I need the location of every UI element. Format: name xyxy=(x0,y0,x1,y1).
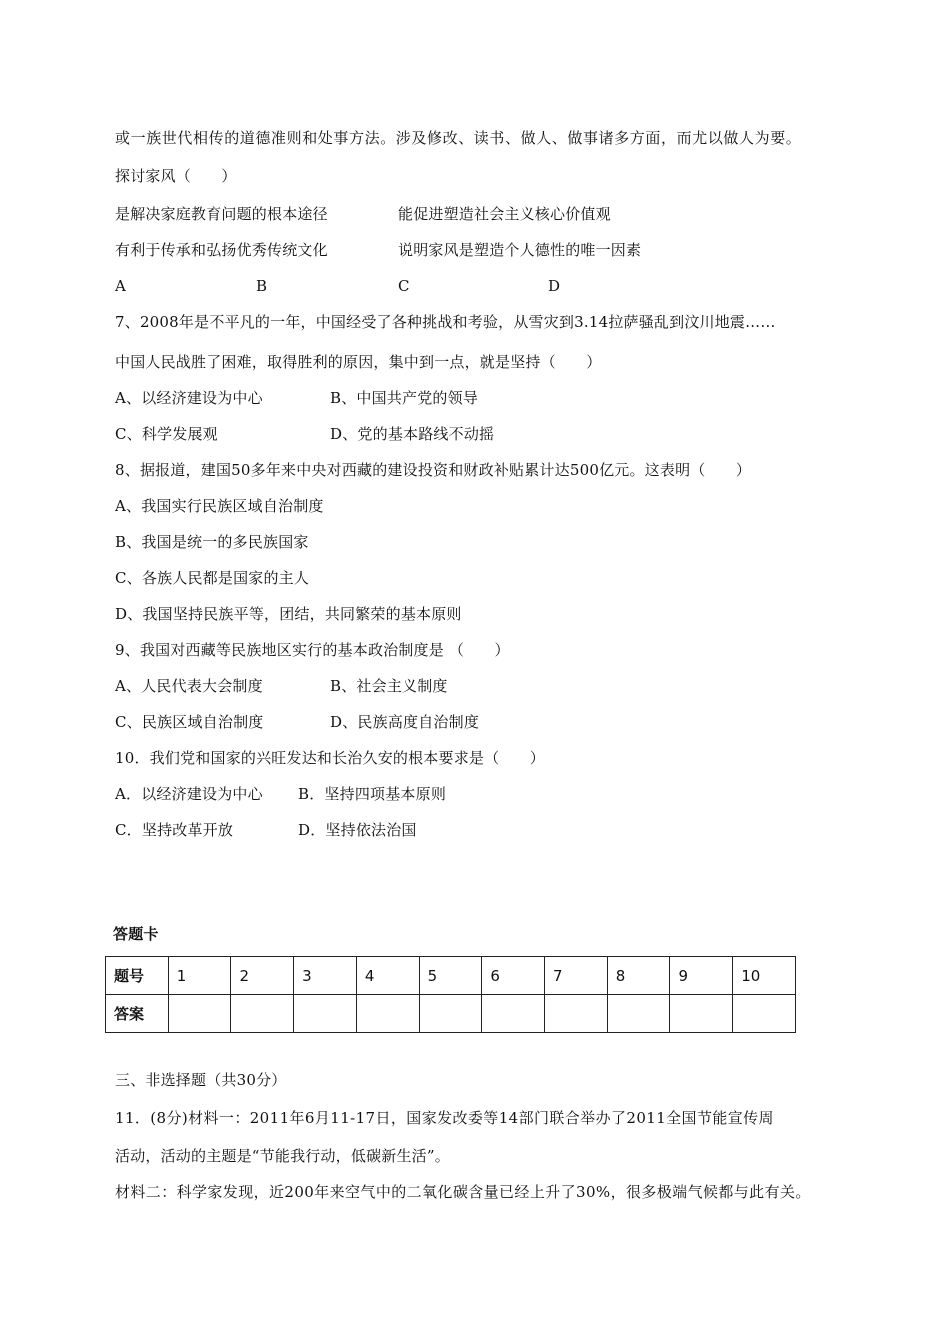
question-9-stem: 9、我国对西藏等民族地区实行的基本政治制度是 （ ） xyxy=(115,641,510,659)
q8-option-b: B、我国是统一的多民族国家 xyxy=(115,533,309,551)
question-10-stem: 10．我们党和国家的兴旺发达和长治久安的根本要求是（ ） xyxy=(115,749,545,767)
q7-option-c: C、科学发展观 xyxy=(115,425,218,443)
answer-table-header-row xyxy=(106,957,796,995)
question-number-cell: 10 xyxy=(733,957,796,995)
answer-table-answer-row xyxy=(106,995,796,1033)
option-b: B xyxy=(256,277,268,295)
question-8-stem: 8、据报道，建国50多年来中央对西藏的建设投资和财政补贴累计达500亿元。这表明（ ） xyxy=(115,461,752,479)
q8-option-d: D、我国坚持民族平等，团结，共同繁荣的基本原则 xyxy=(115,605,462,623)
answer-cell[interactable] xyxy=(231,995,294,1033)
section-3-heading: 三、非选择题（共30分） xyxy=(115,1071,287,1089)
question-number-cell: 9 xyxy=(670,957,733,995)
answer-card-title: 答题卡 xyxy=(113,925,159,943)
answer-cell[interactable] xyxy=(670,995,733,1033)
option-d: D xyxy=(548,277,561,295)
q7-option-a: A、以经济建设为中心 xyxy=(115,389,263,407)
answer-cell[interactable] xyxy=(482,995,545,1033)
question-number-cell: 5 xyxy=(419,957,482,995)
statement-3: 有利于传承和弘扬优秀传统文化 xyxy=(115,241,328,259)
text-line: 或一族世代相传的道德准则和处事方法。涉及修改、读书、做人、做事诸多方面，而尤以做人为要。 xyxy=(115,129,802,147)
statement-row xyxy=(115,204,611,224)
question-11-material-1: 11．(8分)材料一：2011年6月11-17日，国家发改委等14部门联合举办了2011全国节能宣传周 xyxy=(115,1109,774,1127)
q9-option-c: C、民族区域自治制度 xyxy=(115,713,264,731)
question-11-material-2: 材料二：科学家发现，近200年来空气中的二氧化碳含量已经上升了30%，很多极端气候都与此有关。 xyxy=(115,1183,811,1201)
statement-4: 说明家风是塑造个人德性的唯一因素 xyxy=(398,241,642,259)
question-number-cell: 2 xyxy=(231,957,294,995)
answer-cell[interactable] xyxy=(607,995,670,1033)
q10-option-d: D．坚持依法治国 xyxy=(298,821,417,839)
answer-cell[interactable] xyxy=(356,995,419,1033)
q10-option-a: A．以经济建设为中心 xyxy=(115,785,263,803)
question-number-cell: 7 xyxy=(545,957,608,995)
question-11-material-1-cont: 活动，活动的主题是“节能我行动，低碳新生活”。 xyxy=(115,1147,450,1165)
q8-option-a: A、我国实行民族区域自治制度 xyxy=(115,497,324,515)
question-number-cell: 3 xyxy=(294,957,357,995)
question-number-cell: 1 xyxy=(168,957,231,995)
answer-table xyxy=(105,956,796,1033)
question-stem: 探讨家风（ ） xyxy=(115,167,237,185)
q7-option-b: B、中国共产党的领导 xyxy=(330,389,479,407)
answer-cell[interactable] xyxy=(733,995,796,1033)
q10-option-c: C．坚持改革开放 xyxy=(115,821,234,839)
option-row xyxy=(115,820,417,840)
answer-cell[interactable] xyxy=(545,995,608,1033)
question-number-label: 题号 xyxy=(106,957,169,995)
option-row xyxy=(115,424,495,444)
q9-option-d: D、民族高度自治制度 xyxy=(330,713,480,731)
option-row xyxy=(115,784,447,804)
answer-cell[interactable] xyxy=(294,995,357,1033)
statement-row xyxy=(115,240,642,260)
option-row xyxy=(115,712,480,732)
q10-option-b: B．坚持四项基本原则 xyxy=(298,785,447,803)
question-7-stem-cont: 中国人民战胜了困难，取得胜利的原因，集中到一点，就是坚持（ ） xyxy=(115,353,602,371)
answer-cell[interactable] xyxy=(168,995,231,1033)
option-row xyxy=(115,388,479,408)
q8-option-c: C、各族人民都是国家的主人 xyxy=(115,569,310,587)
answer-cell[interactable] xyxy=(419,995,482,1033)
statement-2: 能促进塑造社会主义核心价值观 xyxy=(398,205,611,223)
question-number-cell: 4 xyxy=(356,957,419,995)
question-number-cell: 8 xyxy=(607,957,670,995)
statement-1: 是解决家庭教育问题的根本途径 xyxy=(115,205,328,223)
q9-option-b: B、社会主义制度 xyxy=(330,677,448,695)
option-a: A xyxy=(115,277,127,295)
q9-option-a: A、人民代表大会制度 xyxy=(115,677,263,695)
q7-option-d: D、党的基本路线不动摇 xyxy=(330,425,495,443)
option-c: C xyxy=(398,277,410,295)
question-7-stem: 7、2008年是不平凡的一年，中国经受了各种挑战和考验，从雪灾到3.14拉萨骚乱到汶川地震…… xyxy=(115,313,776,331)
answer-label: 答案 xyxy=(106,995,169,1033)
option-row xyxy=(115,676,448,696)
option-row xyxy=(115,276,561,296)
question-number-cell: 6 xyxy=(482,957,545,995)
